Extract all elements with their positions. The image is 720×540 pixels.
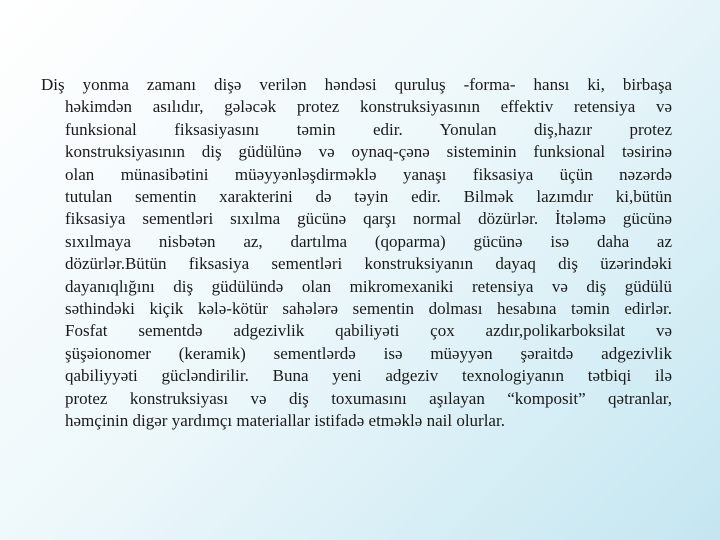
- paragraph-line: həmçinin digər yardımçı materiallar istifadə etməklə nail olurlar.: [65, 411, 505, 431]
- paragraph-line: tutulan sementin xarakterini də təyin edir. Bilmək lazımdır ki,bütün: [65, 187, 672, 207]
- paragraph-line: konstruksiyasının diş güdülünə və oynaq-çənə sisteminin funksional təsirinə: [65, 142, 672, 162]
- paragraph-line: olan münasibətini müəyyənləşdirməklə yanaşı fiksasiya üçün nəzərdə: [65, 164, 672, 184]
- paragraph-line: funksional fiksasiyasını təmin edir. Yonulan diş,hazır protez: [65, 119, 672, 139]
- paragraph-line: protez konstruksiyası və diş toxumasını aşılayan “komposit” qətranlar,: [65, 388, 672, 408]
- paragraph-line: səthindəki kiçik kələ-kötür sahələrə sementin dolması hesabına təmin edirlər.: [65, 299, 672, 319]
- paragraph-line: Diş yonma zamanı dişə verilən həndəsi quruluş -forma- hansı ki, birbaşa: [41, 75, 672, 94]
- paragraph-line: qabiliyyəti gücləndirilir. Buna yeni adgeziv texnologiyanın tətbiqi ilə: [65, 366, 672, 386]
- paragraph-line: sıxılmaya nisbətən az, dartılma (qoparma) gücünə isə daha az: [65, 231, 672, 251]
- paragraph-line: dözürlər.Bütün fiksasiya sementləri konstruksiyanın dayaq diş üzərindəki: [65, 254, 672, 274]
- body-paragraph: [41, 74, 672, 433]
- paragraph-line: şüşəionomer (keramik) sementlərdə isə müəyyən şəraitdə adgezivlik: [65, 343, 672, 363]
- paragraph-line: dayanıqlığını diş güdülündə olan mikromexaniki retensiya və diş güdülü: [65, 276, 672, 296]
- paragraph-line: fiksasiya sementləri sıxılma gücünə qarşı normal dözürlər. İtələmə gücünə: [65, 209, 672, 229]
- paragraph-line: həkimdən asılıdır, gələcək protez konstruksiyasının effektiv retensiya və: [65, 97, 672, 117]
- paragraph-line: Fosfat sementdə adgezivlik qabiliyəti çox azdır,polikarboksilat və: [65, 321, 672, 341]
